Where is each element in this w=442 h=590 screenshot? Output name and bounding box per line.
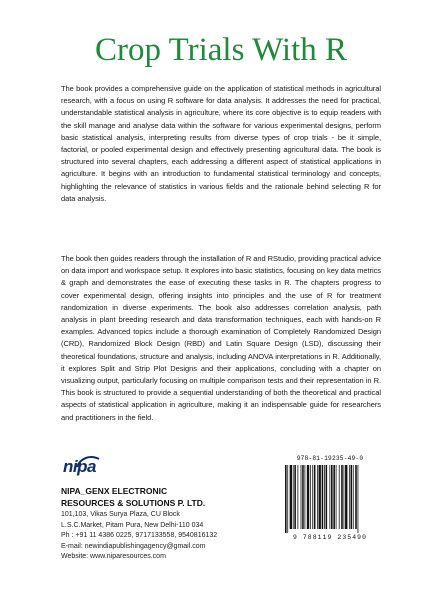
barcode-bar	[305, 465, 306, 529]
publisher-name-line-2: RESOURCES & SOLUTIONS P. LTD.	[61, 498, 206, 508]
barcode-bar	[319, 465, 321, 529]
barcode-bar	[307, 465, 309, 529]
barcode-bar	[329, 465, 330, 529]
publisher-name	[61, 485, 271, 509]
barcode-bar	[287, 465, 288, 533]
isbn-top-text: 978-81-19235-49-0	[296, 455, 364, 462]
barcode-bar	[355, 465, 357, 529]
description-paragraph-1: The book provides a comprehensive guide on the application of statistical methods in agricultural research, with a focus on using R software for data analysis. It addresses the need for practical, understandable statistical analysis in agriculture, where its core objective is to equip readers with the skill manage and analyse data within the software for various experimental designs, perform basic statistical analysis, interpreting results from diverse types of crop trials - be it simple, factorial, or pooled experimental design and effectively presenting agricultural data. The book is structured into several chapters, each addressing a different aspect of statistical applications in agriculture. It begins with an introduction to fundamental statistical terminology and concepts, highlighting the relevance of statistics in various fields and the rationale behind selecting R for data analysis.	[61, 84, 381, 203]
barcode-bar	[293, 465, 294, 529]
barcode-bar	[353, 465, 354, 529]
barcode-bar	[351, 465, 353, 529]
isbn-barcode-block	[281, 454, 379, 546]
barcode-bar	[336, 465, 337, 529]
barcode-bar	[344, 465, 345, 529]
barcode-bar	[314, 465, 316, 529]
barcode-graphic	[281, 465, 379, 533]
barcode-bar	[285, 465, 287, 533]
isbn-bottom-text: 9 788119 235490	[292, 534, 368, 541]
description-paragraph-2: The book then guides readers through the installation of R and RStudio, providing practical advice on data import and workspace setup. It explores into basic statistics, focusing on key data metrics & graph and demonstrates the ease of executing these tasks in R. The chapters progress to cover experimental design, offering insights into principles and the use of R for treatment randomization in diverse experiments. The book also addresses correlation analysis, path analysis in plant breeding research and data transformation techniques, each with hands-on R examples. Advanced topics include a thorough examination of Completely Randomized Design (CRD), Randomized Block Design (RBD) and Latin Square Design (LSD), discussing their theoretical foundations, structure and analysis, including ANOVA interpretations in R. Additionally, it explores Split and Strip Plot Designs and their applications, concluding with a chapter on visualizing output, particularly focusing on multiple comparison tests and their representation in R. This book is structured to provide a sequential understanding of both the theoretical and practical aspects of statistical application in agriculture, making it an indispensable guide for researchers and practitioners in the field.	[61, 254, 381, 422]
address-line: 101,103, Vikas Surya Plaza, CU Block	[61, 511, 180, 518]
publisher-name-line-1: NIPA_GENX ELECTRONIC	[61, 486, 168, 496]
address-line: L.S.C.Market, Pitam Pura, New Delhi-110 034	[61, 521, 204, 529]
barcode-bar	[326, 465, 328, 529]
publisher-block	[61, 455, 271, 563]
barcode-bar	[294, 465, 296, 529]
barcode-bar	[331, 465, 333, 529]
barcode-bar	[324, 465, 325, 529]
barcode-bar	[302, 465, 304, 529]
barcode-bar	[317, 465, 318, 529]
barcode-bar	[312, 465, 313, 529]
barcode-bar	[345, 465, 347, 529]
barcode-bar	[322, 465, 324, 529]
barcode-bar	[290, 465, 292, 529]
email-line: E-mail: newindiapublishingagency@gmail.com	[61, 542, 206, 550]
barcode-bar	[349, 465, 350, 529]
barcode-bar	[339, 465, 340, 529]
barcode-bar	[333, 465, 335, 529]
publisher-logo	[61, 455, 101, 481]
book-title: Crop Trials With R	[94, 32, 348, 68]
logo-text: nipa	[63, 457, 96, 476]
barcode-bar	[341, 465, 343, 529]
barcode-bar	[310, 465, 311, 529]
publisher-address	[61, 510, 271, 563]
barcode-bar	[358, 465, 359, 533]
barcode-bar	[301, 465, 302, 529]
website-line: Website: www.niparesources.com	[61, 553, 166, 561]
barcode-bar	[297, 465, 298, 529]
phone-line: Ph : +91 11 4386 0225, 9717133558, 9540816132	[61, 532, 218, 540]
